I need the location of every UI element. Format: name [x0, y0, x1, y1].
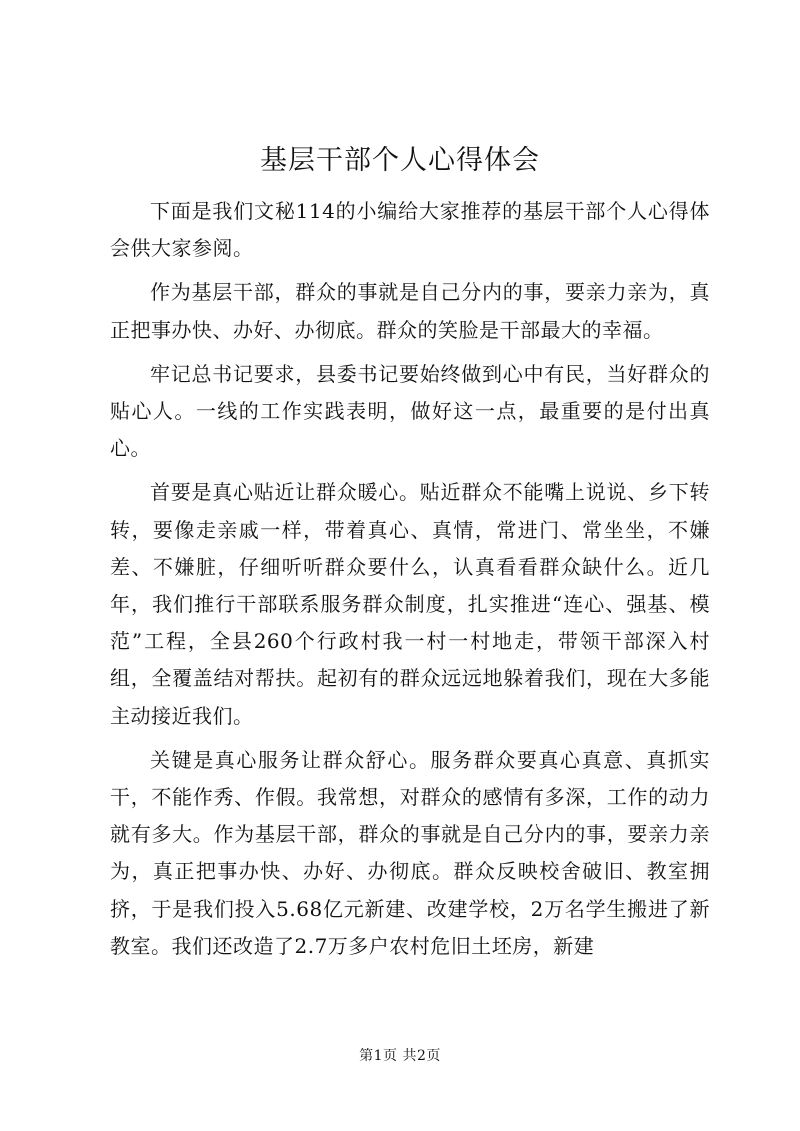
- paragraph-heart: 牢记总书记要求，县委书记要始终做到心中有民，当好群众的贴心人。一线的工作实践表明，做好这一点，最重要的是付出真心。: [110, 361, 710, 461]
- paragraph-duty: 作为基层干部，群众的事就是自己分内的事，要亲力亲为，真正把事办快、办好、办彻底。群众的笑脸是干部最大的幸福。: [110, 280, 710, 342]
- paragraph-intro: 下面是我们文秘114的小编给大家推荐的基层干部个人心得体会供大家参阅。: [110, 199, 710, 261]
- paragraph-closeness: 首要是真心贴近让群众暖心。贴近群众不能嘴上说说、乡下转转，要像走亲戚一样，带着真心、真情，常进门、常坐坐，不嫌差、不嫌脏，仔细听听群众要什么，认真看看群众缺什么。近几年，我们推行干部联系服务群众制度，扎实推进“连心、强基、模范”工程，全县260个行政村我一村一村地走，带领干部深入村组，全覆盖结对帮扶。起初有的群众远远地躲着我们，现在大多能主动接近我们。: [110, 480, 710, 728]
- document-title: 基层干部个人心得体会: [260, 145, 540, 176]
- page-footer: 第1页 共2页: [359, 1048, 441, 1064]
- paragraph-service: 关键是真心服务让群众舒心。服务群众要真心真意、真抓实干，不能作秀、作假。我常想，对群众的感情有多深，工作的动力就有多大。作为基层干部，群众的事就是自己分内的事，要亲力亲为，真正把事办快、办好、办彻底。群众反映校舍破旧、教室拥挤，于是我们投入5.68亿元新建、改建学校，2万名学生搬进了新教室。我们还改造了2.7万多户农村危旧土坯房，新建: [110, 747, 710, 958]
- document-body: [110, 193, 710, 972]
